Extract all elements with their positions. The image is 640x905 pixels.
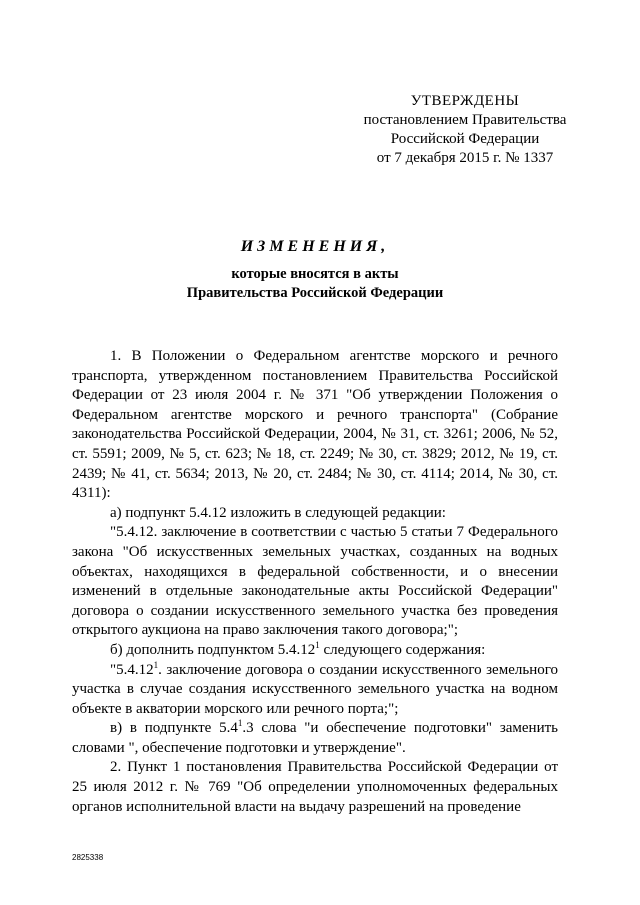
paragraph-4-superscript: 1 xyxy=(315,639,320,650)
heading-subtitle-line-1: которые вносятся в акты xyxy=(231,266,399,282)
approval-line-3: от 7 декабря 2015 г. № 1337 xyxy=(376,150,554,166)
document-heading xyxy=(60,238,570,303)
paragraph-5-superscript: 1 xyxy=(153,659,159,670)
paragraph-1: 1. В Положении о Федеральном агентстве морского и речного транспорта, утвержденном постановлением Правительства Российской Федерации от 23 июля 2004 г. № 371 "Об утверждении Положения о Федеральном агентстве морского и речного транспорта" (Собрание законодательства Российской Федерации, 2004, № 31, ст. 3261; 2006, № 52, ст. 5591; 2009, № 5, ст. 623; № 18, ст. 2249; № 30, ст. 3829; 2012, № 19, ст. 2439; № 41, ст. 5634; 2013, № 20, ст. 2484; № 30, ст. 4114; 2014, № 30, ст. 4311): xyxy=(72,348,558,502)
paragraph-7: 2. Пункт 1 постановления Правительства Российской Федерации от 25 июля 2012 г. № 769 "Об определении уполномоченных федеральных органов исполнительной власти на выдачу разрешений на проведение xyxy=(72,759,558,815)
heading-subtitle-line-2: Правительства Российской Федерации xyxy=(186,285,444,301)
document-code: 2825338 xyxy=(72,853,104,862)
paragraph-6 xyxy=(72,719,558,758)
approval-title: УТВЕРЖДЕНЫ xyxy=(410,93,520,109)
paragraph-6-text-b: .3 слова "и обеспечение подготовки" заменить словами ", обеспечение подготовки и утверждение". xyxy=(72,720,558,756)
heading-title: ИЗМЕНЕНИЯ, xyxy=(240,238,390,255)
paragraph-4-text-a: б) дополнить подпунктом 5.4.12 xyxy=(110,641,316,658)
paragraph-5-text-a: "5.4.12 xyxy=(110,661,154,678)
paragraph-2: а) подпункт 5.4.12 изложить в следующей редакции: xyxy=(110,504,446,521)
paragraph-4 xyxy=(72,641,558,661)
approval-line-2: Российской Федерации xyxy=(390,131,540,147)
paragraph-5 xyxy=(72,661,558,720)
paragraph-6-text-a: в) в подпункте 5.4 xyxy=(110,720,238,737)
heading-subtitle xyxy=(60,265,570,303)
document-body xyxy=(72,347,558,817)
approval-stamp xyxy=(330,92,600,168)
paragraph-4-text-b: следующего содержания: xyxy=(319,641,486,658)
paragraph-6-superscript: 1 xyxy=(237,718,243,729)
paragraph-5-text-b: . заключение договора о создании искусственного земельного участка в случае создания искусственного земельного участка на водном объекте в акватории морского или речного порта;"; xyxy=(72,661,558,717)
paragraph-3: "5.4.12. заключение в соответствии с частью 5 статьи 7 Федерального закона "Об искусственных земельных участках, созданных на водных объектах, находящихся в федеральной собственности, и о внесении изменений в отдельные законодательные акты Российской Федерации" договора о создании искусственного земельного участка без проведения открытого аукциона на право заключения такого договора;"; xyxy=(72,524,558,639)
approval-line-1: постановлением Правительства xyxy=(363,112,567,128)
